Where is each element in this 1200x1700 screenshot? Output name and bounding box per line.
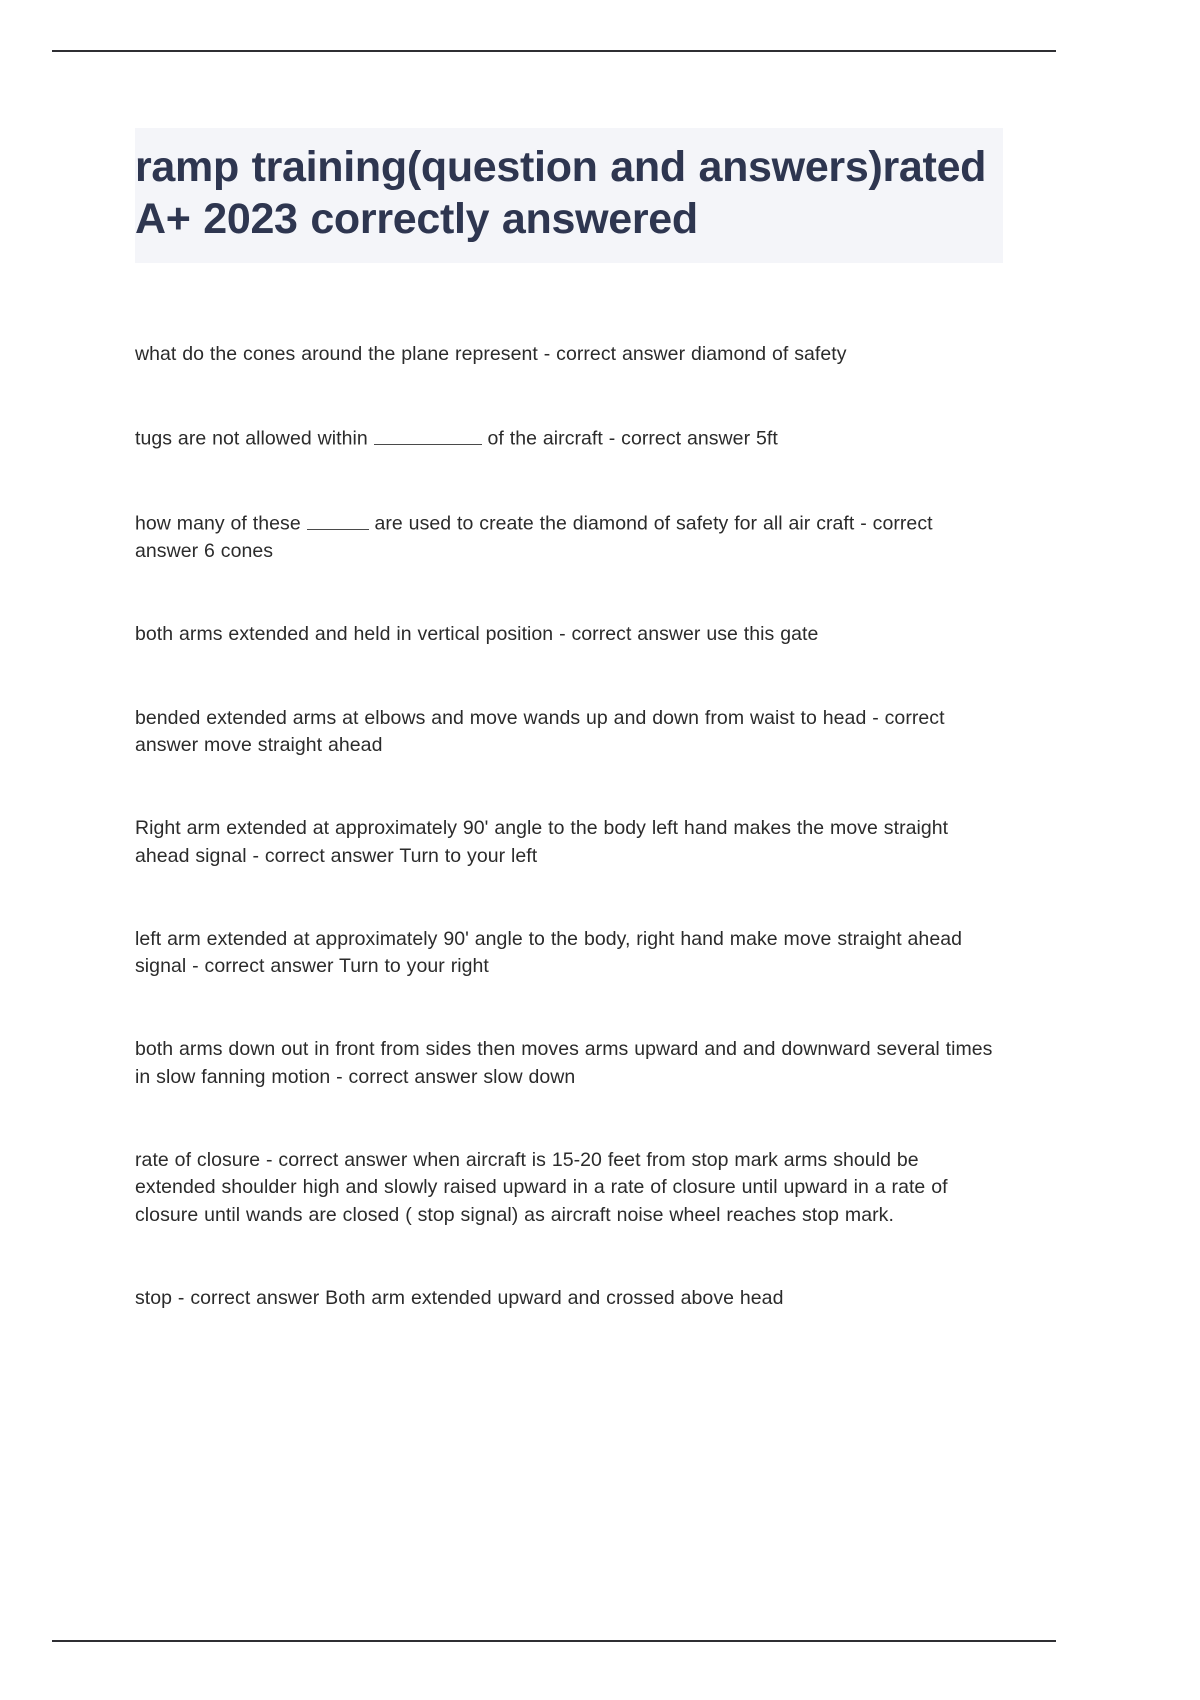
top-divider-rule	[52, 50, 1056, 52]
qa-item-7	[135, 926, 995, 981]
qa-item-4	[135, 621, 995, 648]
qa-item-3	[135, 509, 995, 565]
document-content	[135, 128, 1003, 1312]
qa-text: bended extended arms at elbows and move wands up and down from waist to head - correct answer move straight ahead	[135, 706, 945, 756]
fill-in-blank	[307, 509, 369, 530]
qa-item-2	[135, 424, 995, 453]
qa-item-6	[135, 815, 995, 870]
qa-text: left arm extended at approximately 90' angle to the body, right hand make move straight ahead signal - correct answer Turn to your right	[135, 927, 963, 978]
qa-text: what do the cones around the plane represent - correct answer diamond of safety	[135, 343, 847, 366]
qa-text: rate of closure - correct answer when aircraft is 15-20 feet from stop mark arms should be extended shoulder high and slowly raised upward in a rate of closure until upward in a rate of closure until wands are closed ( stop signal) as aircraft noise wheel reaches stop mark.	[135, 1149, 948, 1226]
title-band	[135, 128, 1003, 263]
qa-item-10	[135, 1285, 995, 1312]
qa-text: stop - correct answer Both arm extended upward and crossed above head	[135, 1286, 784, 1309]
qa-text: both arms extended and held in vertical position - correct answer use this gate	[135, 623, 819, 646]
qa-text-pre: tugs are not allowed within	[135, 427, 368, 450]
qa-text-pre: how many of these	[135, 512, 301, 535]
qa-item-1	[135, 341, 995, 368]
qa-text-post: are used to create the diamond of safety for all air craft - correct answer 6 cones	[135, 512, 933, 563]
page-title: ramp training(question and answers)rated A+ 2023 correctly answered	[135, 143, 987, 243]
qa-item-8	[135, 1036, 995, 1091]
bottom-divider-rule	[52, 1640, 1056, 1642]
qa-list	[135, 341, 1003, 1312]
qa-text-post: of the aircraft - correct answer 5ft	[487, 427, 778, 450]
qa-item-9	[135, 1147, 995, 1229]
qa-item-5	[135, 705, 995, 760]
qa-text: both arms down out in front from sides then moves arms upward and and downward several times in slow fanning motion - correct answer slow down	[135, 1038, 993, 1088]
fill-in-blank	[374, 424, 482, 445]
qa-text: Right arm extended at approximately 90' angle to the body left hand makes the move straight ahead signal - correct answer Turn to your left	[135, 817, 949, 867]
